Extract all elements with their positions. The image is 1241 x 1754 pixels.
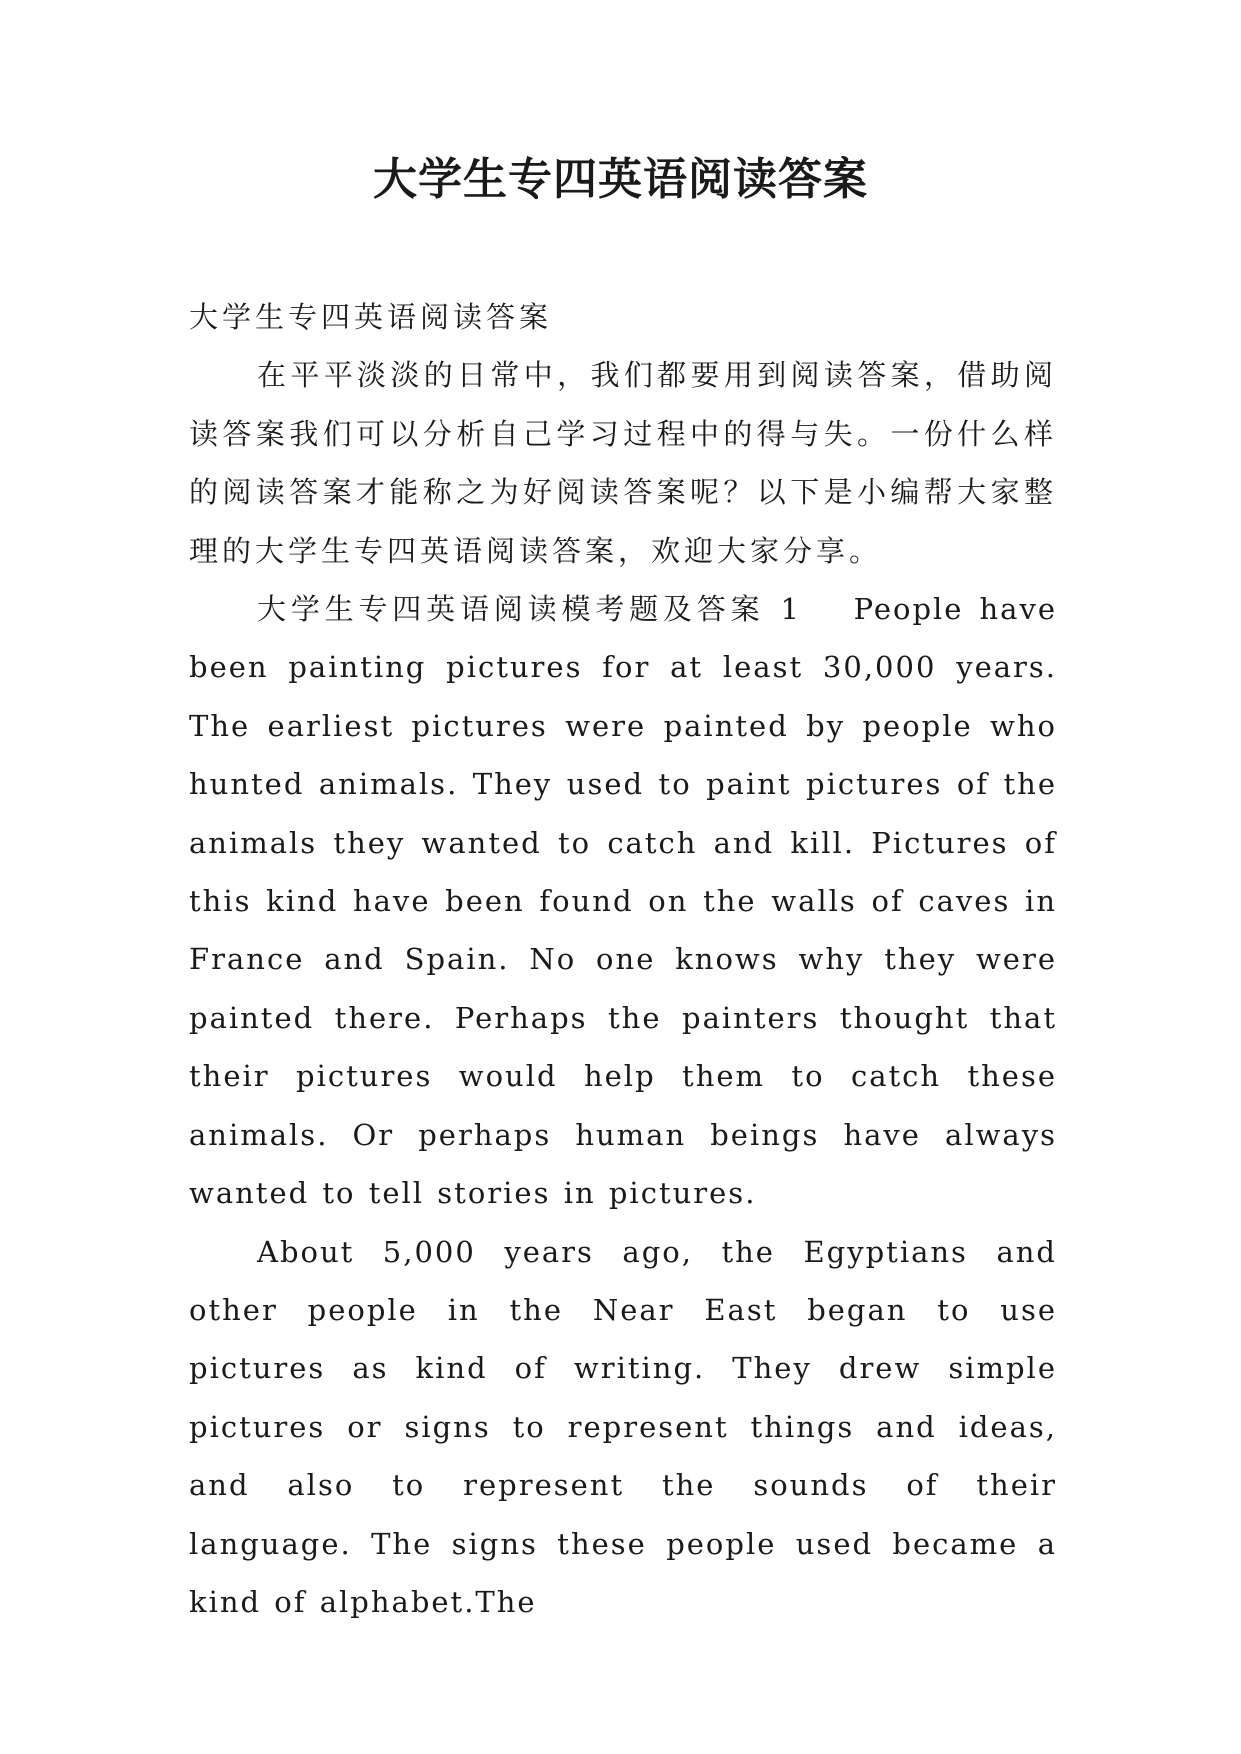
- document-subtitle: 大学生专四英语阅读答案: [189, 300, 553, 334]
- reading-paragraph-2: About 5,000 years ago, the Egyptians and other people in the Near East began to use pictures as kind of writing. They drew simple pictures or signs to represent things and ideas, and also to represent the sounds of their language. The signs these people used became a kind of alphabet.The: [189, 1234, 1057, 1619]
- document-title: 大学生专四英语阅读答案: [373, 154, 868, 205]
- document-body: [189, 288, 1057, 1631]
- reading-paragraph-1: 大学生专四英语阅读模考题及答案 1 People have been painting pictures for at least 30,000 years. The earliest pictures were painted by people who hunted animals. They used to paint pictures of the animals they wanted to catch and kill. Pictures of this kind have been found on the walls of caves in France and Spain. No one knows why they were painted there. Perhaps the painters thought that their pictures would help them to catch these animals. Or perhaps human beings have always wanted to tell stories in pictures.: [189, 592, 1057, 1211]
- intro-paragraph: 在平平淡淡的日常中，我们都要用到阅读答案，借助阅读答案我们可以分析自己学习过程中的得与失。一份什么样的阅读答案才能称之为好阅读答案呢？以下是小编帮大家整理的大学生专四英语阅读答案，欢迎大家分享。: [189, 358, 1057, 568]
